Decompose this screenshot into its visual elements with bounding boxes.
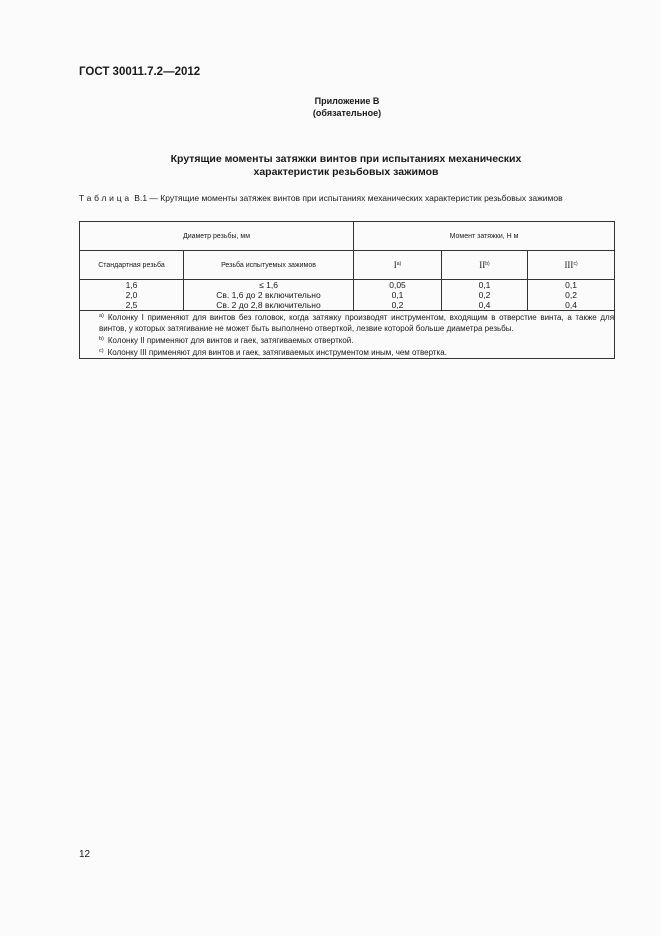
table-cell: 0,05 — [389, 280, 406, 290]
footnote-c-text: Колонку III применяют для винтов и гаек, затягиваемых инструментом иным, чем отвертка. — [107, 348, 447, 357]
standard-thread-values — [80, 280, 184, 311]
column-1-footnote-mark: a) — [396, 261, 402, 267]
footnote-a-text: Колонку I применяют для винтов без головок, когда затяжку производят инструментом, входящим в отверстие винта, а также для винтов, у которых затягивание не может быть выполнено отверткой, лезвие которой больше диаметра резьбы. — [99, 313, 615, 333]
table-cell: 0,2 — [565, 290, 577, 300]
table-cell: 0,2 — [478, 290, 491, 300]
table-caption-label: Таблица — [79, 193, 132, 203]
footnote-c-mark: c) — [99, 348, 104, 354]
footnote-b-text: Колонку II применяют для винтов и гаек, затягиваемых отверткой. — [107, 336, 354, 345]
tested-thread-values — [184, 280, 354, 311]
table-cell: 2,5 — [125, 300, 138, 310]
column-3-header — [528, 251, 615, 280]
table-body-row — [80, 280, 615, 311]
footnote-b-mark: b) — [99, 336, 104, 342]
document-code: ГОСТ 30011.7.2—2012 — [79, 66, 201, 78]
footnote-c — [80, 346, 614, 358]
table-cell: 0,1 — [565, 280, 577, 290]
torque-table — [79, 221, 615, 359]
column-1-header — [354, 251, 442, 280]
table-caption — [79, 192, 619, 204]
table-caption-text: В.1 — Крутящие моменты затяжек винтов при испытаниях механических характеристик резьбовых зажимов — [131, 193, 563, 203]
table-cell: 0,4 — [478, 300, 491, 310]
column-2-header — [442, 251, 528, 280]
footnote-a-mark: а) — [99, 313, 104, 319]
table-cell: ≤ 1,6 — [259, 280, 278, 290]
column-1-label: $I^{a)}$ — [393, 260, 402, 270]
page-number: 12 — [79, 849, 91, 860]
table-cell: 1,6 — [125, 280, 138, 290]
appendix-subtitle: (обязательное) — [312, 108, 382, 118]
section-heading-line2: характеристик резьбовых зажимов — [253, 166, 439, 178]
torque-group-header: Момент затяжки, Н м — [354, 222, 615, 251]
table-notes-row — [80, 311, 615, 359]
tested-thread-header: Резьба испытуемых зажимов — [184, 251, 354, 280]
table-cell: 0,1 — [478, 280, 491, 290]
column-2-values — [442, 280, 528, 311]
table-cell: 0,1 — [391, 290, 404, 300]
table-cell: 0,4 — [565, 300, 577, 310]
appendix-title: Приложение В — [314, 96, 380, 106]
column-2-footnote-mark: b) — [485, 261, 490, 267]
column-3-footnote-mark: c) — [573, 261, 578, 267]
table-cell: 2,0 — [125, 290, 138, 300]
standard-thread-header: Стандартная резьба — [80, 251, 184, 280]
table-notes — [80, 311, 615, 359]
diameter-group-header: Диаметр резьбы, мм — [80, 222, 354, 251]
table-group-header-row — [80, 222, 615, 251]
column-3-label: III$^{c)}$ — [564, 260, 578, 270]
footnote-b — [80, 334, 614, 346]
table-cell: Св. 2 до 2,8 включительно — [216, 300, 321, 310]
section-heading-line1: Крутящие моменты затяжки винтов при испытаниях механических — [170, 153, 522, 165]
column-1-values — [354, 280, 442, 311]
column-2-label: II$^{b)}$ — [479, 260, 490, 270]
table-cell: Св. 1,6 до 2 включительно — [216, 290, 321, 300]
table-cell: 0,2 — [391, 300, 404, 310]
column-3-values — [528, 280, 615, 311]
footnote-a — [80, 311, 614, 334]
table-column-header-row — [80, 251, 615, 280]
